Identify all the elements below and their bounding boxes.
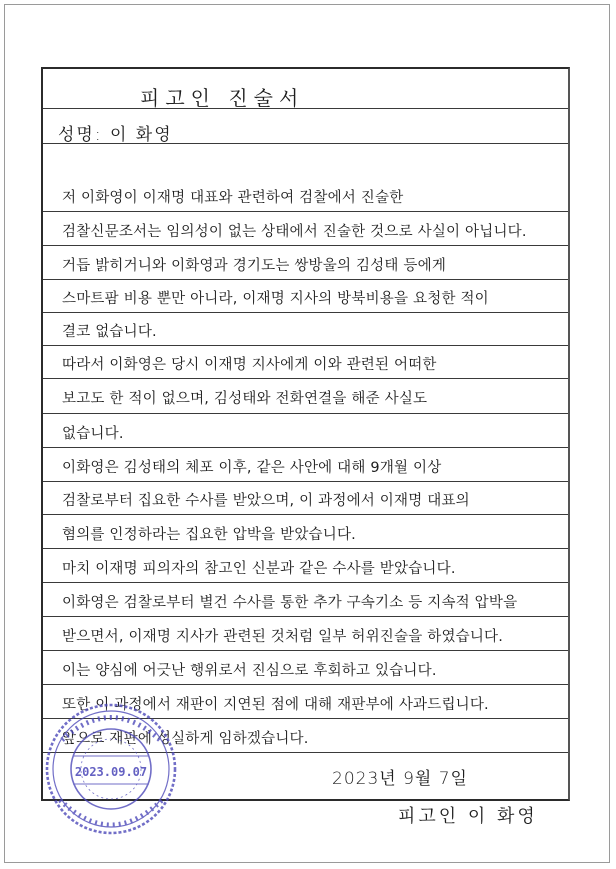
statement-line: 스마트팜 비용 뿐만 아니라, 이재명 지사의 방북비용을 요청한 적이 — [62, 291, 489, 307]
ruled-line — [43, 143, 568, 144]
statement-line: 이화영은 김성태의 체포 이후, 같은 사안에 대해 9개월 이상 — [62, 460, 442, 476]
ruled-line — [43, 245, 568, 246]
ruled-line — [43, 378, 568, 379]
ruled-line — [43, 413, 568, 414]
statement-line: 받으면서, 이재명 지사가 관련된 것처럼 일부 허위진술을 하였습니다. — [62, 629, 504, 645]
statement-line: 검찰신문조서는 임의성이 없는 상태에서 진술한 것으로 사실이 아닙니다. — [62, 224, 527, 240]
statement-line: 검찰로부터 집요한 수사를 받았으며, 이 과정에서 이재명 대표의 — [62, 493, 470, 509]
statement-line: 없습니다. — [62, 426, 124, 442]
document-title: 피고인 진술서 — [140, 86, 305, 110]
statement-line: 따라서 이화영은 당시 이재명 지사에게 이와 관련된 어떠한 — [62, 357, 437, 373]
ruled-line — [43, 582, 568, 583]
ruled-line — [43, 345, 568, 346]
statement-line: 보고도 한 적이 없으며, 김성태와 전화연결을 해준 사실도 — [62, 391, 428, 407]
statement-line: 거듭 밝히거니와 이화영과 경기도는 쌍방울의 김성태 등에게 — [62, 258, 447, 274]
statement-line: 마치 이재명 피의자의 참고인 신분과 같은 수사를 받았습니다. — [62, 561, 456, 577]
ruled-line — [43, 684, 568, 685]
ruled-line — [43, 108, 568, 109]
ruled-line — [43, 548, 568, 549]
statement-line: 이는 양심에 어긋난 행위로서 진심으로 후회하고 있습니다. — [62, 663, 437, 679]
statement-line: 이화영은 검찰로부터 별건 수사를 통한 추가 구속기소 등 지속적 압박을 — [62, 595, 518, 611]
statement-line: 혐의를 인정하라는 집요한 압박을 받았습니다. — [62, 527, 356, 543]
ruled-line — [43, 616, 568, 617]
statement-date: 2023년 9월 7일 — [332, 769, 468, 789]
statement-line: 또한 이 과정에서 재판이 지연된 점에 대해 재판부에 사과드립니다. — [62, 697, 489, 713]
ruled-line — [43, 211, 568, 212]
ruled-line — [43, 514, 568, 515]
ruled-line — [43, 279, 568, 280]
ruled-line — [43, 481, 568, 482]
court-received-stamp — [42, 700, 180, 838]
signature: 피고인 이 화영 — [398, 806, 538, 827]
statement-line: 저 이화영이 이재명 대표와 관련하여 검찰에서 진술한 — [62, 190, 404, 206]
statement-line: 앞으로 재판에 성실하게 임하겠습니다. — [62, 731, 309, 747]
ruled-line — [43, 447, 568, 448]
ruled-line — [43, 650, 568, 651]
statement-line: 결코 없습니다. — [62, 324, 157, 340]
name-field: 성명: 이 화영 — [58, 125, 173, 145]
stamp-date: 2023.09.07 — [74, 765, 148, 779]
ruled-line — [43, 312, 568, 313]
